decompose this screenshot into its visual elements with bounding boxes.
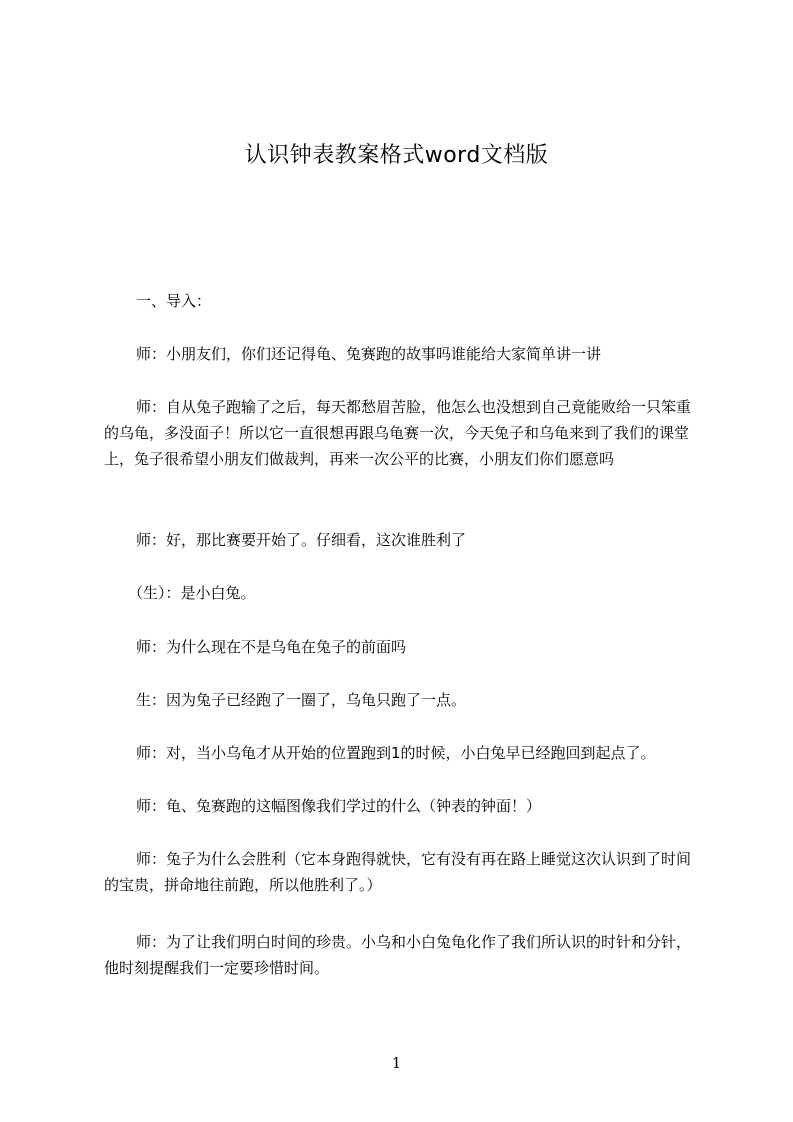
paragraph: 师：为什么现在不是乌龟在兔子的前面吗	[136, 638, 407, 656]
paragraph: 生：因为兔子已经跑了一圈了，乌龟只跑了一点。	[136, 691, 467, 709]
paragraph-intro-heading: 一、导入：	[136, 292, 212, 310]
paragraph: 师：龟、兔赛跑的这幅图像我们学过的什么（钟表的钟面！）	[136, 797, 542, 815]
paragraph: 师：为了让我们明白时间的珍贵。小乌和小白兔龟化作了我们所认识的时针和分针，他时刻提醒我们一定要珍惜时间。	[104, 933, 692, 977]
paragraph: 师：小朋友们，你们还记得龟、兔赛跑的故事吗谁能给大家简单讲一讲	[136, 345, 602, 363]
paragraph: 师：兔子为什么会胜利（它本身跑得就快，它有没有再在路上睡觉这次认识到了时间的宝贵，拼命地往前跑，所以他胜利了。）	[104, 850, 692, 894]
paragraph: （生）：是小白兔。	[128, 584, 256, 602]
paragraph: 师：对，当小乌龟才从开始的位置跑到1的时候，小白兔早已经跑回到起点了。	[136, 744, 656, 762]
page-number: 1	[391, 1054, 402, 1072]
paragraph: 师：好，那比赛要开始了。仔细看，这次谁胜利了	[136, 531, 467, 549]
document-title: 认识钟表教案格式word文档版	[244, 143, 549, 168]
paragraph: 师：自从兔子跑输了之后，每天都愁眉苦脸，他怎么也没想到自己竟能败给一只笨重的乌龟，多没面子！所以它一直很想再跟乌龟赛一次，今天兔子和乌龟来到了我们的课堂上，兔子很希望小朋友们做裁判，再来一次公平的比赛，小朋友们你们愿意吗	[104, 398, 692, 468]
